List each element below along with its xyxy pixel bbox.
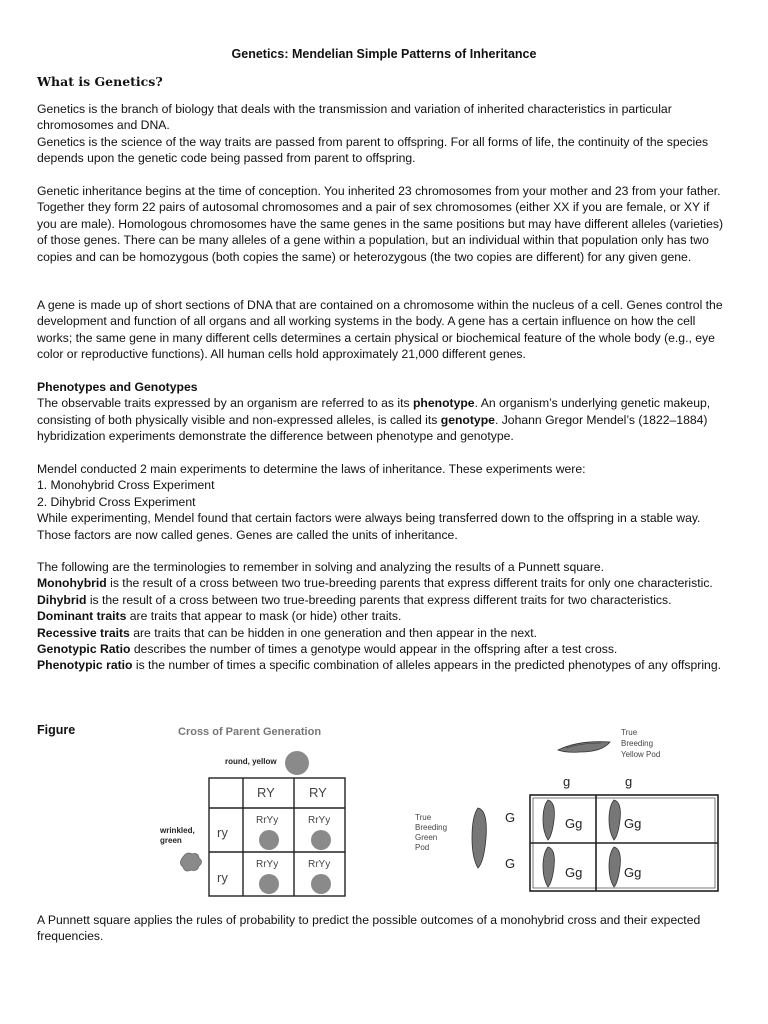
mendel-item-1: 1. Monohybrid Cross Experiment — [37, 478, 215, 493]
fig1-offspring-pea — [311, 874, 331, 894]
section-terms — [37, 559, 731, 674]
figure-parent-generation-cross — [150, 720, 370, 900]
intro-line-1: Genetics is the branch of biology that deals with the transmission and variation of inherited characteristics in particular chromosomes and DNA. — [37, 102, 672, 133]
fig1-cell-genotype: RrYy — [308, 859, 331, 870]
inheritance-text: Genetic inheritance begins at the time of conception. You inherited 23 chromosomes from your mother and 23 from your father. Together they form 22 pairs of autosomal chromosomes and a pair of sex chromosomes (either XX if you are female, or XY if you are male). Homologous chromosomes have the same genes in the same positions but may have different alleles (varieties) of those genes. There can be many alleles of a gene within a population, but an individual within that population only has two copies and can be homozygous (both copies the same) or heterozygous (the two copies are different) for any given gene. — [37, 184, 724, 264]
figure-label: Figure — [37, 723, 76, 737]
term-item: Monohybrid is the result of a cross between two true-breeding parents that express different traits for only one characteristic. — [37, 576, 713, 591]
fig2-col-header: g — [563, 774, 571, 789]
round-yellow-pea — [285, 751, 309, 775]
mendel-item-2: 2. Dihybrid Cross Experiment — [37, 494, 196, 509]
fig1-cell-genotype: RrYy — [308, 815, 331, 826]
fig2-offspring-pod — [543, 847, 554, 887]
fig2-cell-genotype: Gg — [565, 865, 583, 880]
fig2-top-label: True — [621, 728, 638, 737]
mendel-intro: Mendel conducted 2 main experiments to determine the laws of inheritance. These experiments were: — [37, 462, 586, 476]
paragraph-gene — [37, 297, 731, 363]
fig2-offspring-pod — [609, 847, 620, 887]
fig1-offspring-pea — [259, 830, 279, 850]
fig1-top-parent-label: round, yellow — [225, 757, 277, 766]
fig1-side-parent-label: green — [160, 836, 182, 845]
section-phenotypes — [37, 379, 731, 445]
green-pod-icon — [472, 808, 486, 868]
fig2-row-header: G — [505, 810, 516, 825]
term-item: Dihybrid is the result of a cross between two true-breeding parents that express different traits for two characteristics. — [37, 592, 672, 607]
term-item: Genotypic Ratio describes the number of times a genotype would appear in the offspring after a test cross. — [37, 642, 618, 657]
fig2-top-label: Breeding — [621, 739, 654, 748]
gene-text: A gene is made up of short sections of DNA that are contained on a chromosome within the nucleus of a cell. Genes control the development and function of all organs and all working systems in the body. A gene has a certain influence on how the cell works; the same gene in many different cells determines a certain physical or biochemical feature of the whole body (e.g., eye color or reproductive functions). All human cells hold approximately 21,000 different genes. — [37, 298, 723, 362]
fig2-offspring-pod — [543, 800, 554, 840]
fig1-cell-genotype: RrYy — [256, 859, 279, 870]
fig1-col-header: RY — [309, 785, 327, 800]
intro-line-2: Genetics is the science of the way traits are passed from parent to offspring. For all forms of life, the continuity of the species depends upon the genetic code being passed from parent to offspring. — [37, 134, 709, 166]
fig2-side-label: Green — [415, 833, 438, 842]
term-item: Dominant traits are traits that appear to mask (or hide) other traits. — [37, 609, 402, 624]
mendel-outro: While experimenting, Mendel found that certain factors were always being transferred down to the offspring in a stable way. Those factors are now called genes. Genes are called the units of inheritance. — [37, 511, 701, 542]
fig1-offspring-pea — [259, 874, 279, 894]
fig1-cell-genotype: RrYy — [256, 815, 279, 826]
phenotypes-heading: Phenotypes and Genotypes — [37, 380, 198, 394]
wrinkled-green-pea — [181, 853, 202, 871]
fig2-cell-genotype: Gg — [565, 816, 583, 831]
yellow-pod-icon — [558, 742, 610, 753]
fig2-cell-genotype: Gg — [624, 816, 642, 831]
fig2-top-label: Yellow Pod — [621, 750, 661, 759]
fig2-side-label: Pod — [415, 843, 430, 852]
fig2-offspring-pod — [609, 800, 620, 840]
fig2-row-header: G — [505, 856, 516, 871]
fig1-offspring-pea — [311, 830, 331, 850]
fig1-side-parent-label: wrinkled, — [160, 826, 195, 835]
fig1-row-header: ry — [217, 870, 228, 885]
fig1-col-header: RY — [257, 785, 275, 800]
figure-pod-color-cross — [408, 724, 728, 896]
section-mendel — [37, 461, 731, 543]
fig1-row-header: ry — [217, 825, 228, 840]
intro-paragraphs — [37, 101, 731, 167]
term-item: Phenotypic ratio is the number of times a specific combination of alleles appears in the predicted phenotypes of any offspring. — [37, 658, 721, 673]
terms-intro: The following are the terminologies to remember in solving and analyzing the results of a Punnett square. — [37, 560, 605, 574]
figure-caption: A Punnett square applies the rules of probability to predict the possible outcomes of a monohybrid cross and their expected frequencies. — [37, 913, 701, 944]
fig1-title: Cross of Parent Generation — [178, 726, 322, 738]
page-title: Genetics: Mendelian Simple Patterns of Inheritance — [231, 47, 537, 61]
term-item: Recessive traits are traits that can be hidden in one generation and then appear in the next. — [37, 625, 538, 640]
fig2-side-label: True — [415, 813, 432, 822]
paragraph-inheritance — [37, 183, 731, 265]
fig2-col-header: g — [625, 774, 633, 789]
fig2-side-label: Breeding — [415, 823, 448, 832]
fig2-cell-genotype: Gg — [624, 865, 642, 880]
phenotypes-text: The observable traits expressed by an organism are referred to as its phenotype. An organism’s underlying genetic makeup, consisting of both physically visible and non-expressed alleles, is called its genotype. Johann Gregor Mendel’s (1822–1884) hybridization experiments demonstrate the difference between phenotype and genotype. — [37, 396, 711, 444]
section-heading-what-is-genetics: What is Genetics? — [37, 74, 163, 89]
